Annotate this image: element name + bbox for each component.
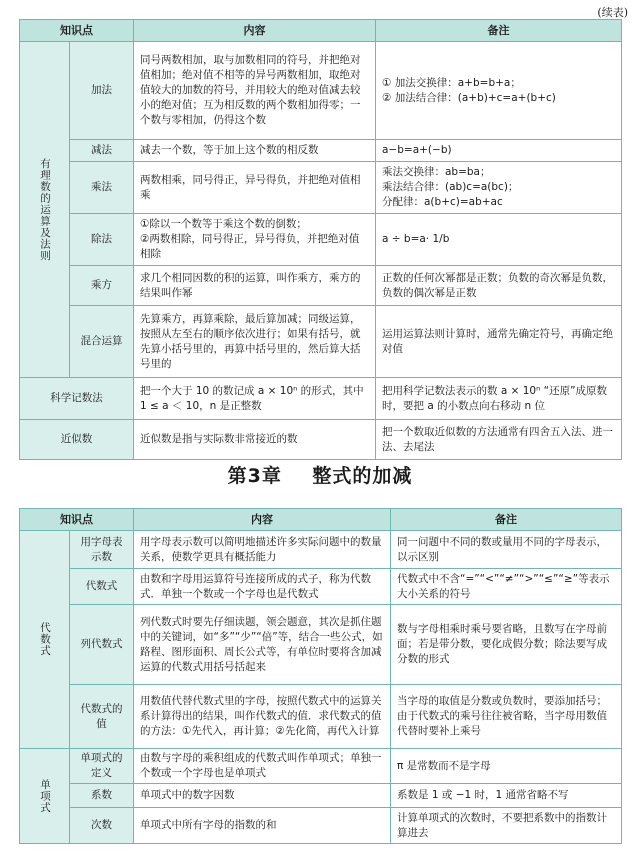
content-cell: 把一个大于 10 的数记成 a × 10ⁿ 的形式，其中 1 ≤ a ＜ 10，n 是正整数: [134, 378, 376, 420]
content-cell: 单项式中所有字母的指数的和: [134, 808, 391, 844]
content-cell: 由数与字母的乘积组成的代数式叫作单项式；单独一个数或一个字母也是单项式: [134, 749, 391, 784]
arithmetic-rules-table: [19, 19, 622, 460]
sub-label: 代数式的值: [70, 685, 134, 749]
sub-label: 单项式的定义: [70, 749, 134, 784]
content-cell: 单项式中的数字因数: [134, 784, 391, 808]
content-cell: 同号两数相加，取与加数相同的符号，并把绝对值相加；绝对值不相等的异号两数相加，取绝对值较大的加数的符号，并用较大的绝对值减去较小的绝对值；互为相反数的两个数相加得零；一个数与零相加，仍得这个数: [134, 42, 376, 140]
note-cell: 把一个数取近似数的方法通常有四舍五入法、进一法、去尾法: [376, 420, 622, 460]
note-cell: 数与字母相乘时乘号要省略，且数写在字母前面；若是带分数，要化成假分数；除法要写成分数的形式: [391, 605, 622, 685]
sub-label: 乘法: [70, 162, 134, 214]
sub-label: 次数: [70, 808, 134, 844]
content-cell: 减去一个数，等于加上这个数的相反数: [134, 140, 376, 162]
note-cell: a−b=a+(−b): [376, 140, 622, 162]
content-cell: 求几个相同因数的积的运算，叫作乘方，乘方的结果叫作幂: [134, 266, 376, 306]
note-cell: 同一问题中不同的数或量用不同的字母表示，以示区别: [391, 531, 622, 569]
note-cell: 当字母的取值是分数或负数时，要添加括号；由于代数式的乘号往往被省略，当字母用数值代替时要补上乘号: [391, 685, 622, 749]
group-label-monomial: 单项式: [20, 749, 70, 844]
content-cell: 用字母表示数可以简明地描述许多实际问题中的数量关系，使数学更具有概括能力: [134, 531, 391, 569]
header-content: 内容: [134, 509, 391, 531]
header-knowledge-point: 知识点: [20, 509, 134, 531]
note-cell: 系数是 1 或 −1 时，1 通常省略不写: [391, 784, 622, 808]
note-cell: a ÷ b=a· 1/b: [376, 214, 622, 266]
note-cell: 代数式中不含“=”“<”“≠”“>”“≤”“≥”等表示大小关系的符号: [391, 569, 622, 605]
scientific-notation-label: 科学记数法: [20, 378, 134, 420]
sub-label: 系数: [70, 784, 134, 808]
sub-label: 乘方: [70, 266, 134, 306]
content-cell: 用数值代替代数式里的字母，按照代数式中的运算关系计算得出的结果，叫作代数式的值．求代数式的值的方法：①先代入，再计算；②先化简，再代入计算: [134, 685, 391, 749]
approximate-number-label: 近似数: [20, 420, 134, 460]
sub-label: 列代数式: [70, 605, 134, 685]
note-cell: ① 加法交换律：a+b=b+a； ② 加法结合律：(a+b)+c=a+(b+c): [376, 42, 622, 140]
sub-label: 除法: [70, 214, 134, 266]
note-cell: 把用科学记数法表示的数 a × 10ⁿ “还原”成原数时，要把 a 的小数点向右移动 n 位: [376, 378, 622, 420]
header-knowledge-point: 知识点: [20, 20, 134, 42]
continued-label: (续表): [597, 6, 628, 19]
note-cell: 计算单项式的次数时，不要把系数中的指数计算进去: [391, 808, 622, 844]
content-cell: 列代数式时要先仔细读题，领会题意，其次是抓住题中的关键词，如“多”“少”“倍”等，结合一些公式，如路程、图形面积、周长公式等，有单位时要将含加减运算的代数式用括号括起来: [134, 605, 391, 685]
sub-label: 加法: [70, 42, 134, 140]
note-cell: π 是常数而不是字母: [391, 749, 622, 784]
content-cell: 由数和字母用运算符号连接所成的式子，称为代数式．单独一个数或一个字母也是代数式: [134, 569, 391, 605]
header-content: 内容: [134, 20, 376, 42]
header-note: 备注: [376, 20, 622, 42]
header-note: 备注: [391, 509, 622, 531]
content-cell: 近似数是指与实际数非常接近的数: [134, 420, 376, 460]
polynomial-table: [19, 508, 622, 844]
sub-label: 混合运算: [70, 306, 134, 378]
sub-label: 用字母表示数: [70, 531, 134, 569]
content-cell: 先算乘方，再算乘除，最后算加减；同级运算，按照从左至右的顺序依次进行；如果有括号，就先算小括号里的，再算中括号里的，然后算大括号里的: [134, 306, 376, 378]
group-label-algebraic-expression: 代数式: [20, 531, 70, 749]
note-cell: 运用运算法则计算时，通常先确定符号，再确定绝对值: [376, 306, 622, 378]
content-cell: ①除以一个数等于乘这个数的倒数； ②两数相除，同号得正，异号得负，并把绝对值相除: [134, 214, 376, 266]
group-label-rational-operations: 有理数的运算及法则: [20, 42, 70, 378]
chapter-title: 第3章 整式的加减: [227, 465, 413, 487]
note-cell: 正数的任何次幂都是正数；负数的奇次幂是负数，负数的偶次幂是正数: [376, 266, 622, 306]
note-cell: 乘法交换律：ab=ba； 乘法结合律：(ab)c=a(bc)； 分配律：a(b+c)=ab+ac: [376, 162, 622, 214]
sub-label: 代数式: [70, 569, 134, 605]
content-cell: 两数相乘，同号得正，异号得负，并把绝对值相乘: [134, 162, 376, 214]
sub-label: 减法: [70, 140, 134, 162]
